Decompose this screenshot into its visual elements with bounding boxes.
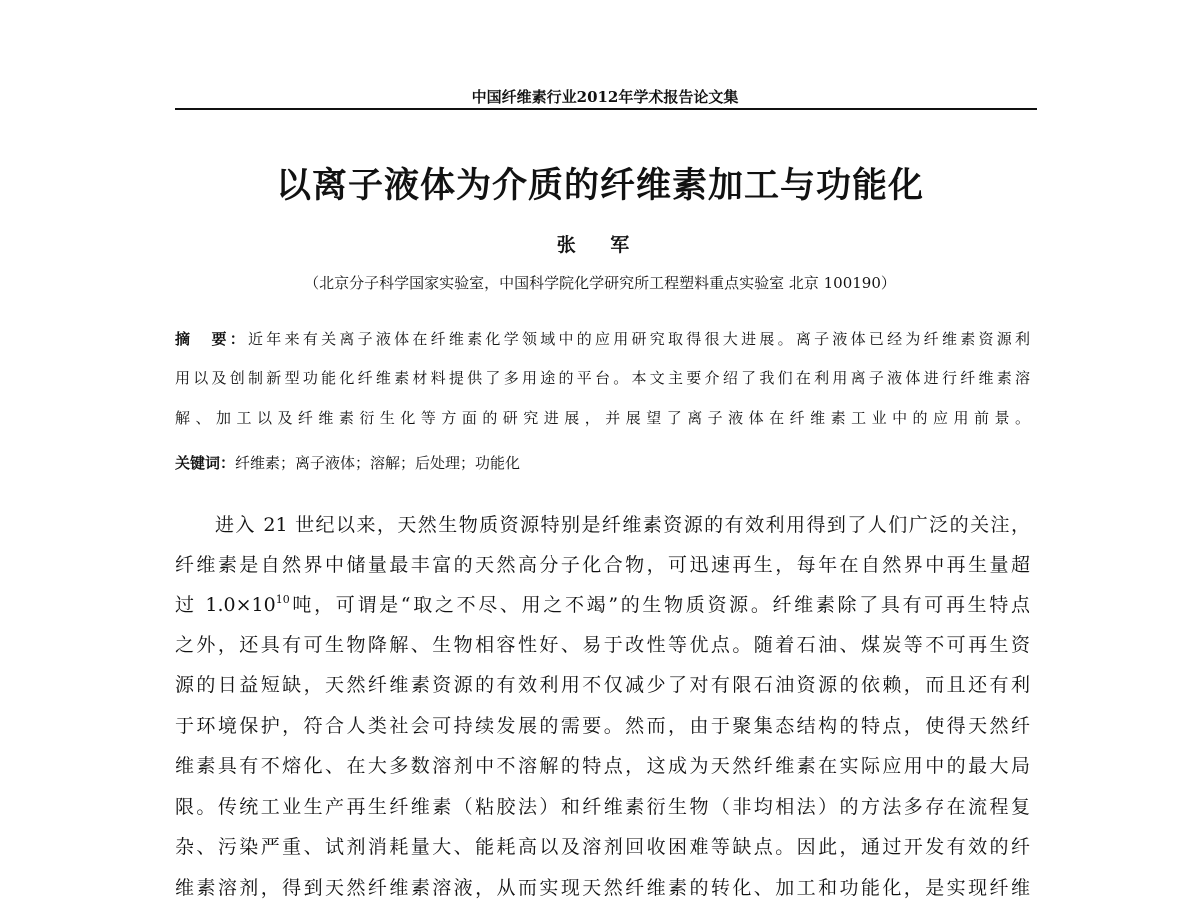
body-line: 之外，还具有可生物降解、生物相容性好、易于改性等优点。随着石油、煤炭等不可再生资 bbox=[175, 634, 1030, 656]
body-line: 纤维素是自然界中储量最丰富的天然高分子化合物，可迅速再生，每年在自然界中再生量超 bbox=[175, 554, 1030, 576]
body-line: 维素具有不熔化、在大多数溶剂中不溶解的特点，这成为天然纤维素在实际应用中的最大局 bbox=[175, 755, 1030, 777]
body-text-part: 吨，可谓是“取之不尽、用之不竭”的生物质资源。纤维素除了具有可再生特点 bbox=[289, 594, 1030, 616]
superscript: 10 bbox=[275, 593, 290, 606]
body-line: 限。传统工业生产再生纤维素（粘胶法）和纤维素衍生物（非均相法）的方法多存在流程复 bbox=[175, 796, 1030, 818]
keywords bbox=[175, 452, 520, 473]
body-line: 源的日益短缺，天然纤维素资源的有效利用不仅减少了对有限石油资源的依赖，而且还有利 bbox=[175, 674, 1030, 696]
abstract-line: 用以及创制新型功能化纤维素材料提供了多用途的平台。本文主要介绍了我们在利用离子液体进行纤维素溶 bbox=[175, 369, 1030, 387]
header-rule bbox=[175, 108, 1037, 110]
body-line: 于环境保护，符合人类社会可持续发展的需要。然而，由于聚集态结构的特点，使得天然纤 bbox=[175, 715, 1030, 737]
body-line: 进入 21 世纪以来，天然生物质资源特别是纤维素资源的有效利用得到了人们广泛的关注， bbox=[215, 514, 1030, 536]
body-line bbox=[175, 590, 1030, 617]
body-line: 杂、污染严重、试剂消耗量大、能耗高以及溶剂回收困难等缺点。因此，通过开发有效的纤 bbox=[175, 836, 1030, 858]
author: 张 军 bbox=[556, 234, 644, 256]
keywords-label: 关键词： bbox=[175, 454, 236, 472]
body-text-part: 过 1.0×10 bbox=[175, 594, 276, 616]
abstract-label: 摘 要： bbox=[175, 330, 249, 348]
body-line: 维素溶剂，得到天然纤维素溶液，从而实现天然纤维素的转化、加工和功能化，是实现纤维 bbox=[175, 877, 1030, 899]
abstract-text: 近年来有关离子液体在纤维素化学领域中的应用研究取得很大进展。离子液体已经为纤维素资源利 bbox=[248, 330, 1030, 348]
affiliation: （北京分子科学国家实验室，中国科学院化学研究所工程塑料重点实验室 北京 100190） bbox=[304, 274, 896, 292]
abstract-line: 解、加工以及纤维素衍生化等方面的研究进展，并展望了离子液体在纤维素工业中的应用前景。 bbox=[175, 409, 1030, 427]
paper-title: 以离子液体为介质的纤维素加工与功能化 bbox=[275, 165, 924, 206]
abstract-line bbox=[175, 328, 1030, 349]
running-header: 中国纤维素行业2012年学术报告论文集 bbox=[471, 88, 739, 106]
keywords-text: 纤维素；离子液体；溶解；后处理；功能化 bbox=[235, 454, 521, 472]
